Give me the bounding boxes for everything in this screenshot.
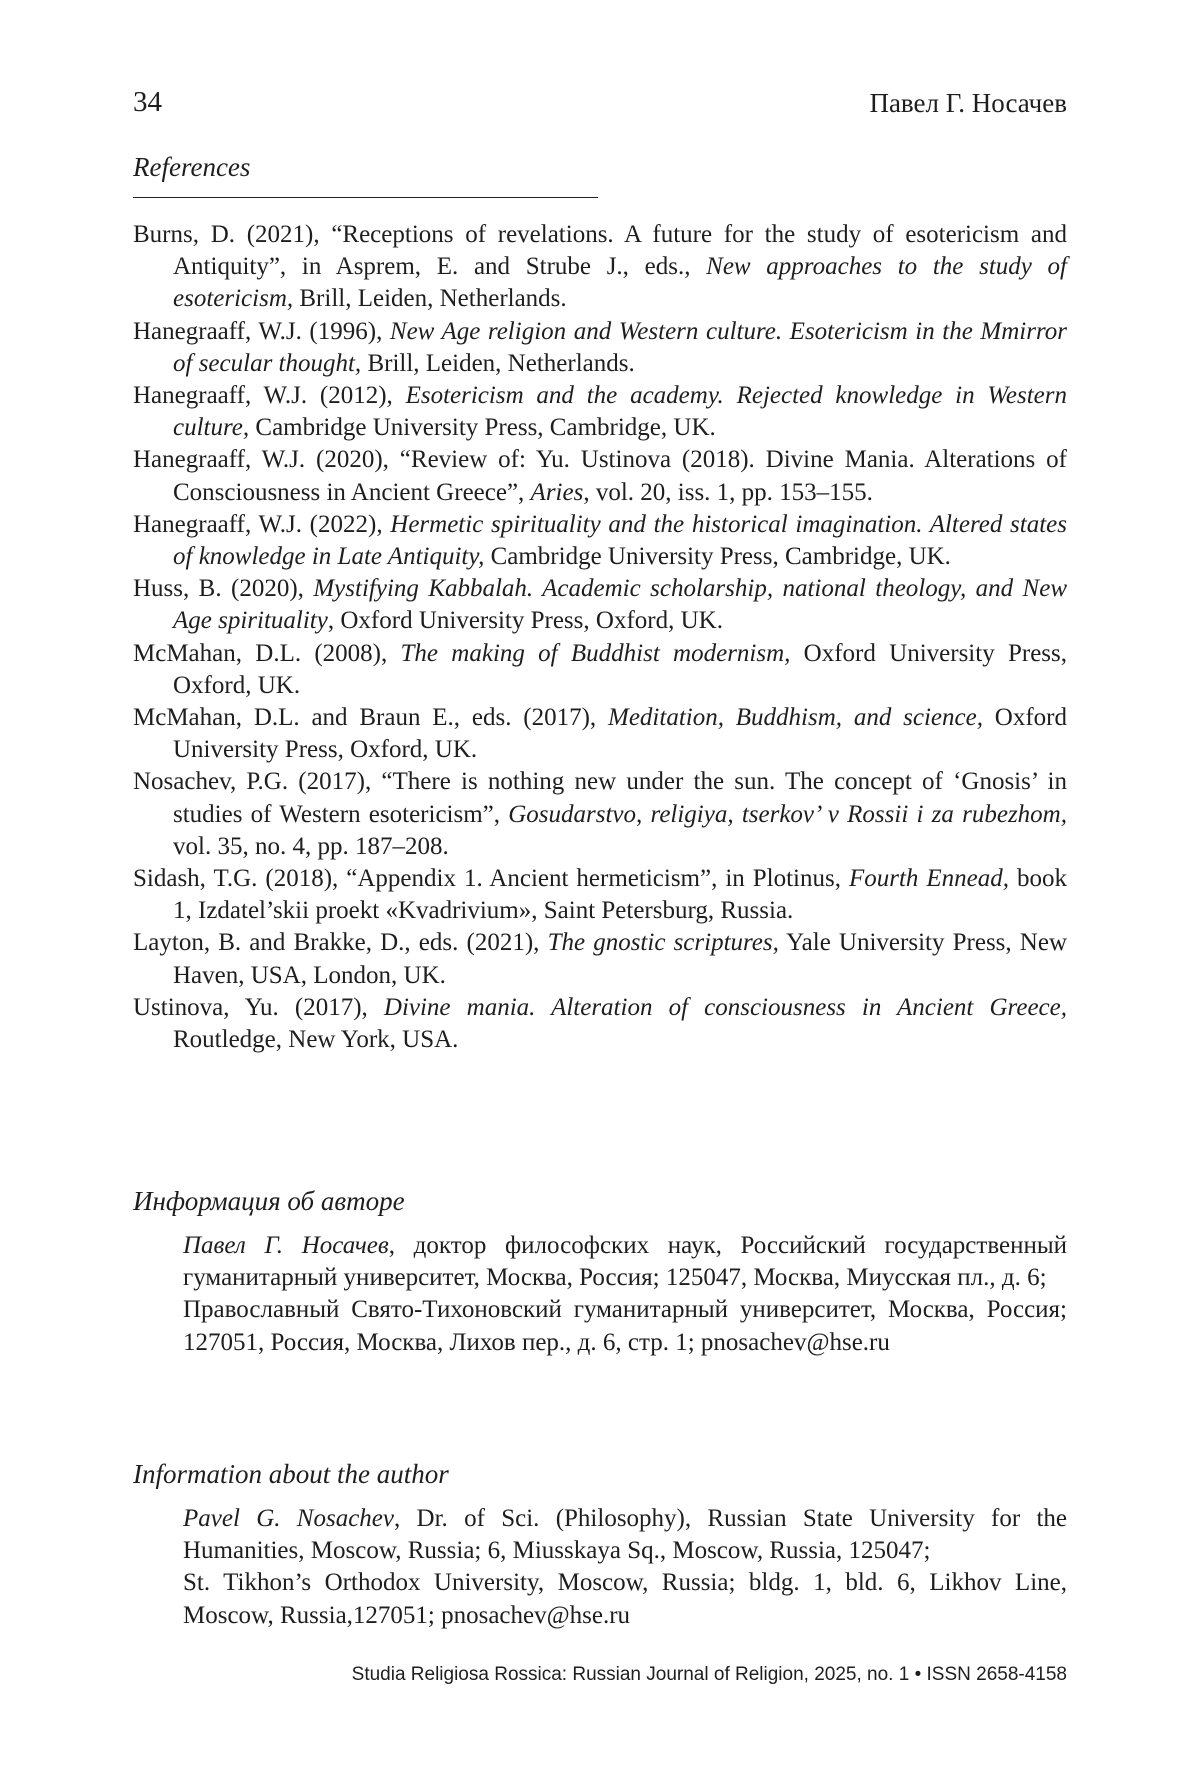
reference-item: Hanegraaff, W.J. (2022), Hermetic spirituality and the historical imagination. Altered states of knowledge in Late Antiquity, Cambridge University Press, Cambridge, UK.: [133, 510, 1067, 571]
page-number: 34: [133, 86, 162, 118]
references-rule: [133, 197, 598, 198]
author-info-ru: [183, 1230, 1067, 1359]
reference-item: Huss, B. (2020), Mystifying Kabbalah. Academic scholarship, national theology, and New Age spirituality, Oxford University Press, Oxford, UK.: [133, 575, 1067, 635]
author-info-en-title: Information about the author: [133, 1459, 449, 1489]
reference-item: Layton, B. and Brakke, D., eds. (2021), The gnostic scriptures, Yale University Press, New Haven, USA, London, UK.: [133, 929, 1068, 989]
reference-item: Nosachev, P.G. (2017), “There is nothing new under the sun. The concept of ‘Gnosis’ in studies of Western esotericism”, Gosudarstvo, religiya, tserkov’ v Rossii i za rubezhom, vol. 35, no. 4, pp. 187–208.: [133, 768, 1067, 860]
reference-item: Hanegraaff, W.J. (2020), “Review of: Yu. Ustinova (2018). Divine Mania. Alterations of Consciousness in Ancient Greece”, Aries, vol. 20, iss. 1, pp. 153–155.: [133, 446, 1067, 506]
author-name-ru: Павел Г. Носачев: [183, 1232, 389, 1259]
reference-item: Burns, D. (2021), “Receptions of revelations. A future for the study of esotericism and Antiquity”, in Asprem, E. and Strube J., eds., New approaches to the study of esotericism, Brill, Leiden, Netherlands.: [133, 221, 1068, 313]
author-info-en-affiliation-1: Pavel G. Nosachev, Dr. of Sci. (Philosophy), Russian State University for the Humanities, Moscow, Russia; 6, Miusskaya Sq., Moscow, Russia, 125047;: [183, 1505, 1068, 1565]
reference-item: Ustinova, Yu. (2017), Divine mania. Alteration of consciousness in Ancient Greece, Routledge, New York, USA.: [133, 993, 1067, 1054]
author-info-en-affiliation-2: St. Tikhon’s Orthodox University, Moscow, Russia; bldg. 1, bld. 6, Likhov Line, Moscow, Russia,127051; pnosachev@hse.ru: [183, 1569, 1067, 1629]
journal-footer: Studia Religiosa Rossica: Russian Journal of Religion, 2025, no. 1 • ISSN 2658-4158: [351, 1664, 1067, 1685]
references-list: [133, 219, 1067, 1056]
author-info-ru-affiliation-2: Православный Свято-Тихоновский гуманитарный университет, Москва, Россия; 127051, Россия, Москва, Лихов пер., д. 6, стр. 1; pnosachev@hse.ru: [183, 1296, 1067, 1356]
reference-item: Hanegraaff, W.J. (1996), New Age religion and Western culture. Esotericism in the Mmirror of secular thought, Brill, Leiden, Netherlands.: [133, 317, 1067, 377]
author-info-en: [183, 1503, 1067, 1632]
running-header-author: Павел Г. Носачев: [869, 88, 1067, 118]
reference-item: Sidash, T.G. (2018), “Appendix 1. Ancient hermeticism”, in Plotinus, Fourth Ennead, book 1, Izdatel’skii proekt «Kvadrivium», Saint Petersburg, Russia.: [133, 865, 1067, 925]
references-title: References: [133, 152, 251, 182]
reference-item: McMahan, D.L. (2008), The making of Buddhist modernism, Oxford University Press, Oxford, UK.: [133, 639, 1067, 699]
reference-item: McMahan, D.L. and Braun E., eds. (2017), Meditation, Buddhism, and science, Oxford University Press, Oxford, UK.: [133, 704, 1067, 764]
author-name-en: Pavel G. Nosachev: [183, 1505, 394, 1532]
author-info-ru-title: Информация об авторе: [133, 1186, 405, 1216]
author-info-ru-affiliation-1: Павел Г. Носачев, доктор философских наук, Российский государственный гуманитарный университет, Москва, Россия; 125047, Москва, Миусская пл., д. 6;: [183, 1232, 1068, 1292]
reference-item: Hanegraaff, W.J. (2012), Esotericism and the academy. Rejected knowledge in Western culture, Cambridge University Press, Cambridge, UK.: [133, 382, 1067, 442]
